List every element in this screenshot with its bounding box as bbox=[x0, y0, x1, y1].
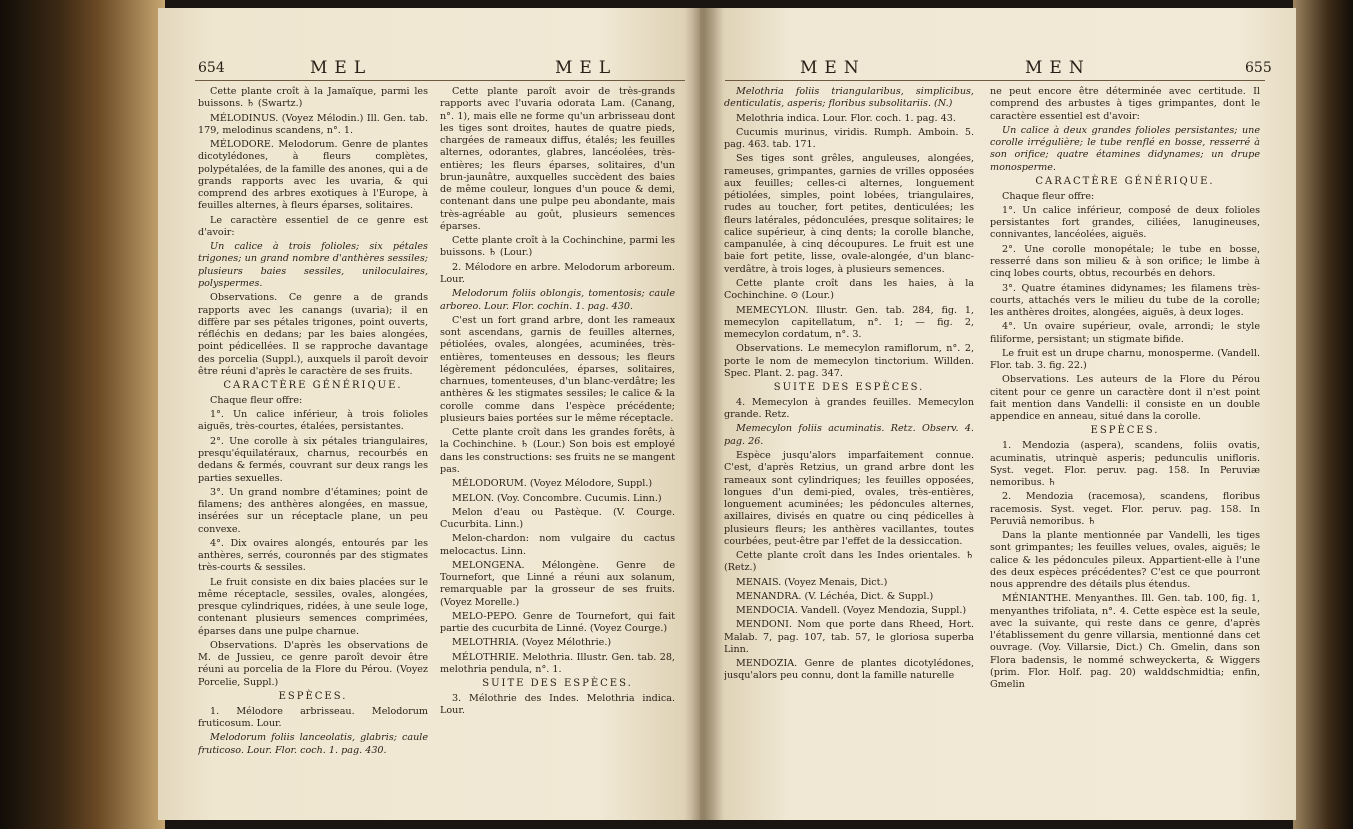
paragraph: MÉLOTHRIE. Melothria. Illustr. Gen. tab. 28, melothria pendula, n°. 1. bbox=[440, 651, 675, 675]
book-gutter bbox=[684, 8, 724, 820]
left-header-right: MEL bbox=[555, 58, 618, 78]
paragraph: MENAIS. (Voyez Menais, Dict.) bbox=[736, 576, 888, 588]
paragraph: Le fruit consiste en dix baies placées sur le même réceptacle, sessiles, ovales, alongées, presque cylindriques, ridées, à une seule loge, contenant plusieurs semences comprimées, éparses dans une pulpe charnue. bbox=[198, 576, 428, 637]
paragraph: MELONGENA. Mélongène. Genre de Tournefort, que Linné a réuni aux solanum, remarquable par la grosseur de ses fruits. (Voyez Morelle.) bbox=[440, 559, 675, 608]
paragraph: 1°. Un calice inférieur, à trois folioles aiguës, très-courtes, étalées, persistantes. bbox=[198, 409, 428, 433]
paragraph: MÉLODORUM. (Voyez Mélodore, Suppl.) bbox=[452, 478, 653, 490]
right-header-left: MEN bbox=[800, 58, 866, 78]
left-column-2 bbox=[440, 86, 675, 786]
paragraph: 1. Mélodore arbrisseau. Melodorum fruticosum. Lour. bbox=[198, 705, 428, 730]
paragraph: Melon-chardon: nom vulgaire du cactus melocactus. Linn. bbox=[440, 533, 675, 557]
section-heading: ESPÈCES. bbox=[1090, 425, 1160, 437]
paragraph: MELON. (Voy. Concombre. Cucumis. Linn.) bbox=[452, 492, 662, 504]
left-column-1 bbox=[198, 86, 428, 786]
paragraph: Memecylon foliis acuminatis. Retz. Observ. 4. pag. 26. bbox=[724, 423, 974, 447]
paragraph: Melodorum foliis oblongis, tomentosis; caule arboreo. Lour. Flor. cochin. 1. pag. 430. bbox=[440, 288, 675, 312]
paragraph: MÉLODORE. Melodorum. Genre de plantes dicotylédones, à fleurs complètes, polypétalées, de la famille des anones, qui a de grands rapports avec les uvaria, & qui comprend des arbres exotiques à l'Europe, à feuilles alternes, à fleurs éparses, solitaires. bbox=[198, 139, 428, 212]
paragraph: MENANDRA. (V. Léchéa, Dict. & Suppl.) bbox=[736, 590, 934, 602]
paragraph: MENDONI. Nom que porte dans Rheed, Hort. Malab. 7, pag. 107, tab. 57, le gloriosa superba Linn. bbox=[724, 619, 974, 655]
paragraph: Un calice à trois folioles; six pétales trigones; un grand nombre d'anthères sessiles; plusieurs baies sessiles, uniloculaires, polyspermes. bbox=[198, 241, 428, 289]
section-heading: SUITE DES ESPÈCES. bbox=[773, 382, 925, 394]
paragraph: Espèce jusqu'alors imparfaitement connue. C'est, d'après Retzius, un grand arbre dont les rameaux sont cylindriques; les feuilles opposées, longues d'un demi-pied, ovales, très-entières, longuement acuminées; les pédoncules alternes, axillaires, divisés en quatre ou cinq pédicelles à plusieurs fleurs; les anthères vacillantes, toutes courbées, peut-être par l'effet de la dessiccation. bbox=[724, 449, 974, 547]
paragraph: Observations. Le memecylon ramiflorum, n°. 2, porte le nom de memecylon tinctorium. Willden. Spec. Plant. 2. pag. 347. bbox=[724, 343, 974, 379]
paragraph: C'est un fort grand arbre, dont les rameaux sont ascendans, garnis de feuilles alternes, pétiolées, ovales, alongées, acuminées, très-entières, tomenteuses en dessous; les fleurs légèrement pédonculées, éparses, solitaires, charnues, tomenteuses, d'un blanc-verdâtre; les anthères & les stigmates sessiles; le calice & la corolle comme dans l'espèce précédente; plusieurs baies portées sur le même réceptacle. bbox=[440, 314, 675, 424]
paragraph: Cette plante croît dans les Indes orientales. ♄ (Retz.) bbox=[724, 550, 974, 574]
right-page-number: 655 bbox=[1245, 60, 1272, 76]
paragraph: Le caractère essentiel de ce genre est d'avoir: bbox=[198, 214, 428, 238]
paragraph: Le fruit est un drupe charnu, monosperme. (Vandell. Flor. tab. 3. fig. 22.) bbox=[990, 347, 1260, 372]
right-header-rule bbox=[725, 80, 1265, 81]
paragraph: Melothria foliis triangularibus, simplicibus, denticulatis, asperis; floribus subsolitariis. (N.) bbox=[724, 86, 974, 110]
paragraph: 2°. Une corolle monopétale; le tube en bosse, resserré dans son milieu & à son orifice; le limbe à cinq lobes courts, obtus, recourbés en dehors. bbox=[990, 243, 1260, 280]
left-page-number: 654 bbox=[198, 60, 225, 76]
paragraph: ne peut encore être déterminée avec certitude. Il comprend des arbustes à tiges grimpantes, dont le caractère essentiel est d'avoir: bbox=[990, 86, 1260, 122]
paragraph: 4. Memecylon à grandes feuilles. Memecylon grande. Retz. bbox=[724, 396, 974, 421]
paragraph: 2. Mendozia (racemosa), scandens, floribus racemosis. Syst. veget. Flor. peruv. pag. 158. In Peruviâ nemoribus. ♄ bbox=[990, 491, 1260, 527]
paragraph: Chaque fleur offre: bbox=[1002, 190, 1095, 202]
paragraph: MEMECYLON. Illustr. Gen. tab. 284, fig. 1, memecylon capitellatum, n°. 1; — fig. 2, memecylon cordatum, n°. 3. bbox=[724, 304, 974, 341]
paragraph: 4°. Un ovaire supérieur, ovale, arrondi; le style filiforme, persistant; un stigmate bifide. bbox=[990, 321, 1260, 345]
paragraph: Un calice à deux grandes folioles persistantes; une corolle irrégulière; le tube renflé en bosse, resserré à son orifice; quatre étamines didynames; un drupe monosperme. bbox=[990, 124, 1260, 173]
paragraph: Observations. Ce genre a de grands rapports avec les canangs (uvaria); il en diffère par ses pétales trigones, point ouverts, réfléchis en dedans; par les baies alongées, point pédicellées. Il se rapproche davantage des porcelia (Suppl.), auxquels il paroît devoir être réuni d'après le caractère de ses fruits. bbox=[198, 292, 428, 377]
paragraph: Cette plante croît à la Jamaïque, parmi les buissons. ♄ (Swartz.) bbox=[198, 86, 428, 110]
section-heading: ESPÈCES. bbox=[278, 691, 348, 703]
left-header-rule bbox=[195, 80, 685, 81]
paragraph: Cette plante croît dans les grandes forêts, à la Cochinchine. ♄ (Lour.) Son bois est employé dans les constructions: ses fruits ne se mangent pas. bbox=[440, 427, 675, 475]
paragraph: Melodorum foliis lanceolatis, glabris; caule fruticoso. Lour. Flor. coch. 1. pag. 430. bbox=[198, 732, 428, 756]
paragraph: Dans la plante mentionnée par Vandelli, les tiges sont grimpantes; les feuilles velues, ovales, aiguës; le calice & les pédoncules pileux. Appartient-elle à l'une des deux espèces précédentes? C'est ce que pourront nous apprendre des détails plus étendus. bbox=[990, 530, 1260, 591]
paragraph: 2°. Une corolle à six pétales triangulaires, presqu'équilatéraux, charnus, recourbés en dedans & fermés, couvrant sur deux rangs les parties sexuelles. bbox=[198, 435, 428, 484]
paragraph: Melothria indica. Lour. Flor. coch. 1. pag. 43. bbox=[736, 112, 956, 124]
section-heading: CARACTÈRE GÉNÉRIQUE. bbox=[223, 380, 403, 392]
paragraph: 3. Mélothrie des Indes. Melothria indica. Lour. bbox=[440, 693, 675, 717]
paragraph: MENDOCIA. Vandell. (Voyez Mendozia, Suppl.) bbox=[736, 605, 967, 617]
paragraph: Cucumis murinus, viridis. Rumph. Amboin. 5. pag. 463. tab. 171. bbox=[724, 126, 974, 151]
paragraph: 1°. Un calice inférieur, composé de deux folioles persistantes fort grandes, ciliées, lanugineuses, connivantes, lancéolées, aiguës. bbox=[990, 204, 1260, 241]
book-edge-left bbox=[0, 0, 165, 829]
paragraph: Ses tiges sont grêles, anguleuses, alongées, rameuses, grimpantes, garnies de vrilles opposées aux feuilles; celles-ci alternes, longuement pétiolées, simples, point lobées, triangulaires, rudes au toucher, fort petites, denticulées; les fleurs latérales, pédonculées, presque solitaires; le calice supérieur, à cinq dents; la corolle blanche, campanulée, à cinq découpures. Le fruit est une baie fort petite, lisse, ovale-alongée, d'un blanc-verdâtre, à trois loges, à plusieurs semences. bbox=[724, 153, 974, 275]
section-heading: CARACTÈRE GÉNÉRIQUE. bbox=[1035, 175, 1215, 187]
left-header-left: MEL bbox=[310, 58, 373, 78]
paragraph: MELO-PEPO. Genre de Tournefort, qui fait partie des cucurbita de Linné. (Voyez Courge.) bbox=[440, 610, 675, 635]
right-column-2 bbox=[990, 86, 1260, 796]
right-column-1 bbox=[724, 86, 974, 796]
paragraph: Observations. Les auteurs de la Flore du Pérou citent pour ce genre un caractère dont il n'est point fait mention dans Vandelli: il consiste en un double appendice en anneau, situé dans la corolle. bbox=[990, 374, 1260, 423]
paragraph: Melon d'eau ou Pastèque. (V. Courge. Cucurbita. Linn.) bbox=[440, 506, 675, 531]
paragraph: 1. Mendozia (aspera), scandens, foliis ovatis, acuminatis, utrinquè asperis; pedunculis unifloris. Syst. veget. Flor. peruv. pag. 158. In Peruviæ nemoribus. ♄ bbox=[990, 440, 1260, 489]
paragraph: 3°. Quatre étamines didynames; les filamens très-courts, attachés vers le milieu du tube de la corolle; les anthères droites, alongées, aiguës, à deux loges. bbox=[990, 282, 1260, 319]
paragraph: 4°. Dix ovaires alongés, entourés par les anthères, serrés, couronnés par des stigmates très-courts & sessiles. bbox=[198, 537, 428, 574]
paragraph: Cette plante croît à la Cochinchine, parmi les buissons. ♄ (Lour.) bbox=[440, 235, 675, 259]
paragraph: Cette plante paroît avoir de très-grands rapports avec l'uvaria odorata Lam. (Canang, n°. 1), mais elle ne forme qu'un arbrisseau dont les tiges sont droites, hautes de quatre pieds, chargées de rameaux diffus, étalés; les feuilles alternes, odorantes, glabres, lancéolées, très-entières; les fleurs éparses, solitaires, d'un brun-jaunâtre, auxquelles succèdent des baies de même couleur, longues d'un pouce & demi, contenant dans une pulpe peu abondante, mais très-agréable au goût, plusieurs semences éparses. bbox=[440, 86, 675, 232]
paragraph: 2. Mélodore en arbre. Melodorum arboreum. Lour. bbox=[440, 261, 675, 285]
paragraph: MÉLODINUS. (Voyez Mélodin.) Ill. Gen. tab. 179, melodinus scandens, n°. 1. bbox=[198, 112, 428, 136]
paragraph: 3°. Un grand nombre d'étamines; point de filamens; des anthères alongées, en massue, insérées sur un réceptacle plane, un peu convexe. bbox=[198, 486, 428, 535]
paragraph: Cette plante croît dans les haies, à la Cochinchine. ⊙ (Lour.) bbox=[724, 277, 974, 302]
paragraph: Observations. D'après les observations de M. de Jussieu, ce genre paroît devoir être réuni au porcelia de la Flore du Pérou. (Voyez Porcelie, Suppl.) bbox=[198, 639, 428, 688]
paragraph: MENDOZIA. Genre de plantes dicotylédones, jusqu'alors peu connu, dont la famille naturelle bbox=[724, 658, 974, 682]
paragraph: MÉNIANTHE. Menyanthes. Ill. Gen. tab. 100, fig. 1, menyanthes trifoliata, n°. 4. Cette espèce est la seule, avec la suivante, qui reste dans ce genre, d'après l'établissement du genre villarsia, mentionné dans cet ouvrage. (Voy. Villarsie, Dict.) Ch. Gmelin, dans son Flora badensis, le nommé schweyckerta, & Wiggers (prim. Flor. Holf. pag. 20) walddschmidtia; enfin, Gmelin bbox=[990, 593, 1260, 691]
section-heading: SUITE DES ESPÈCES. bbox=[482, 678, 633, 690]
right-header-right: MEN bbox=[1025, 58, 1091, 78]
paragraph: Chaque fleur offre: bbox=[210, 394, 303, 406]
book-edge-right bbox=[1293, 0, 1353, 829]
paragraph: MELOTHRIA. (Voyez Mélothrie.) bbox=[452, 637, 612, 649]
